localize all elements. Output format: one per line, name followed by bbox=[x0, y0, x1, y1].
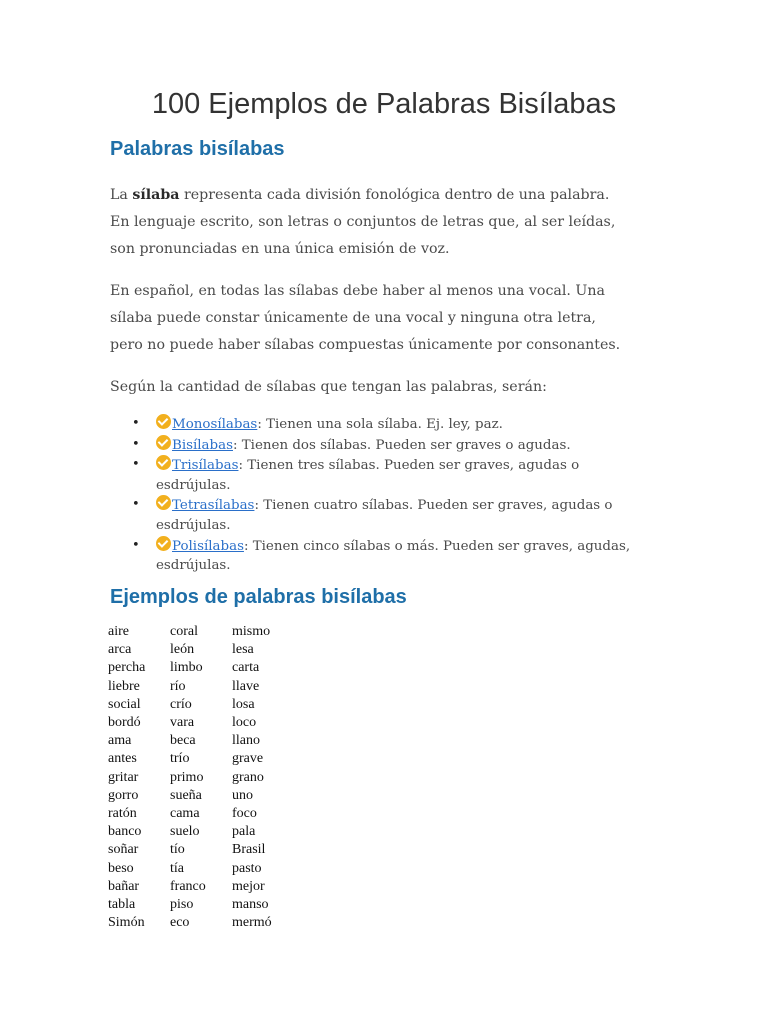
word-cell: Brasil bbox=[232, 842, 266, 858]
word-cell: pasto bbox=[232, 860, 262, 876]
word-cell: trío bbox=[170, 751, 190, 767]
paragraph-rest: representa cada división fonológica dentro de una palabra. En lenguaje escrito, son letras o conjuntos de letras que, al ser leídas, son pronunciadas en una única emisión de voz. bbox=[110, 187, 616, 257]
word-cell: beca bbox=[170, 733, 196, 749]
word-cell: sueña bbox=[170, 787, 202, 803]
word-cell: Simón bbox=[108, 915, 145, 931]
word-cell: mismo bbox=[232, 624, 271, 639]
bullet-dot: • bbox=[132, 497, 140, 513]
syllable-type-link[interactable]: Monosílabas bbox=[172, 417, 258, 432]
table-row bbox=[108, 769, 312, 787]
table-row bbox=[108, 714, 312, 732]
word-cell: bordó bbox=[108, 715, 141, 731]
list-item bbox=[110, 495, 650, 535]
word-cell: bañar bbox=[108, 878, 140, 894]
table-row bbox=[108, 841, 312, 859]
word-cell: loco bbox=[232, 715, 257, 731]
word-cell: lesa bbox=[232, 642, 254, 658]
word-cell: tía bbox=[170, 860, 184, 876]
word-cell: arca bbox=[108, 642, 132, 658]
word-cell: cama bbox=[170, 806, 200, 822]
list-item bbox=[110, 435, 650, 456]
word-cell: carta bbox=[232, 660, 260, 676]
word-cell: aire bbox=[108, 624, 129, 639]
word-cell: beso bbox=[108, 860, 134, 876]
word-cell: llano bbox=[232, 733, 260, 749]
word-table-body bbox=[108, 623, 312, 932]
word-cell: liebre bbox=[108, 678, 140, 694]
word-cell: vara bbox=[170, 715, 195, 731]
word-cell: antes bbox=[108, 751, 137, 767]
syllable-type-description: : Tienen cuatro sílabas. Pueden ser graves, agudas o esdrújulas. bbox=[156, 498, 613, 533]
word-cell: soñar bbox=[108, 842, 139, 858]
table-row bbox=[108, 678, 312, 696]
syllable-type-link[interactable]: Polisílabas bbox=[172, 538, 244, 554]
table-row bbox=[108, 659, 312, 677]
paragraph-classification-intro: Según la cantidad de sílabas que tengan las palabras, serán: bbox=[110, 379, 547, 395]
bold-term-silaba: sílaba bbox=[132, 187, 180, 203]
word-cell: foco bbox=[232, 806, 257, 822]
bullet-dot: • bbox=[132, 537, 140, 553]
syllable-type-link[interactable]: Trisílabas bbox=[172, 458, 239, 474]
table-row bbox=[108, 860, 312, 878]
paragraph-lead: La bbox=[110, 187, 133, 203]
word-cell: grano bbox=[232, 769, 264, 785]
word-cell: mejor bbox=[232, 878, 265, 894]
word-cell: piso bbox=[170, 897, 194, 913]
document-title: 100 Ejemplos de Palabras Bisílabas bbox=[151, 88, 617, 120]
syllable-type-description: : Tienen cinco sílabas o más. Pueden ser graves, agudas, esdrújulas. bbox=[156, 538, 631, 574]
syllable-type-description: : Tienen dos sílabas. Pueden ser graves o agudas. bbox=[232, 437, 571, 453]
word-cell: uno bbox=[232, 787, 253, 803]
table-row bbox=[108, 696, 312, 714]
table-row bbox=[108, 896, 312, 914]
word-cell: crío bbox=[170, 696, 192, 712]
syllable-type-link[interactable]: Bisílabas bbox=[172, 437, 233, 453]
word-cell: gritar bbox=[108, 769, 139, 785]
word-cell: llave bbox=[232, 678, 260, 694]
bullet-dot: • bbox=[132, 457, 140, 473]
check-circle-icon bbox=[156, 414, 171, 429]
word-cell: primo bbox=[170, 769, 204, 785]
word-cell: león bbox=[170, 642, 195, 658]
syllable-type-description: : Tienen una sola sílaba. Ej. ley, paz. bbox=[257, 417, 503, 432]
table-row bbox=[108, 732, 312, 750]
table-row bbox=[108, 914, 312, 932]
word-examples-table bbox=[108, 623, 312, 932]
bullet-dot: • bbox=[132, 436, 140, 452]
list-item bbox=[110, 455, 650, 495]
word-cell: ratón bbox=[108, 806, 137, 822]
table-row bbox=[108, 750, 312, 768]
word-cell: coral bbox=[170, 624, 198, 639]
table-row bbox=[108, 787, 312, 805]
word-cell: percha bbox=[108, 660, 146, 676]
section-heading-ejemplos: Ejemplos de palabras bisílabas bbox=[110, 586, 407, 608]
table-row bbox=[108, 823, 312, 841]
word-cell: mermó bbox=[232, 915, 272, 931]
syllable-type-link[interactable]: Tetrasílabas bbox=[172, 498, 255, 514]
word-cell: social bbox=[108, 696, 141, 712]
word-cell: eco bbox=[170, 915, 190, 931]
word-cell: río bbox=[170, 678, 186, 694]
paragraph-definition bbox=[110, 182, 630, 263]
table-row bbox=[108, 878, 312, 896]
syllable-types-list bbox=[110, 414, 650, 576]
word-cell: gorro bbox=[108, 787, 139, 803]
table-row bbox=[108, 623, 312, 641]
list-item bbox=[110, 536, 650, 576]
word-cell: losa bbox=[232, 696, 255, 712]
word-cell: tío bbox=[170, 842, 185, 858]
table-row bbox=[108, 641, 312, 659]
check-circle-icon bbox=[156, 435, 171, 450]
word-cell: manso bbox=[232, 897, 269, 913]
section-heading-palabras-bisilabas: Palabras bisílabas bbox=[110, 138, 285, 160]
word-cell: limbo bbox=[170, 660, 203, 676]
word-cell: tabla bbox=[108, 897, 136, 913]
word-cell: ama bbox=[108, 733, 132, 749]
paragraph-vowel-rule: En español, en todas las sílabas debe haber al menos una vocal. Una sílaba puede constar únicamente de una vocal y ninguna otra letra, pero no puede haber sílabas compuestas únicamente por consonantes. bbox=[110, 283, 621, 353]
check-circle-icon bbox=[156, 495, 171, 510]
check-circle-icon bbox=[156, 536, 171, 551]
syllable-type-description: : Tienen tres sílabas. Pueden ser graves, agudas o esdrújulas. bbox=[156, 458, 580, 493]
word-cell: banco bbox=[108, 824, 142, 840]
word-cell: pala bbox=[232, 824, 256, 840]
word-cell: franco bbox=[170, 878, 206, 894]
word-cell: grave bbox=[232, 751, 264, 767]
table-row bbox=[108, 805, 312, 823]
check-circle-icon bbox=[156, 455, 171, 470]
bullet-dot: • bbox=[132, 416, 140, 431]
word-cell: suelo bbox=[170, 824, 200, 840]
list-item bbox=[110, 414, 650, 435]
